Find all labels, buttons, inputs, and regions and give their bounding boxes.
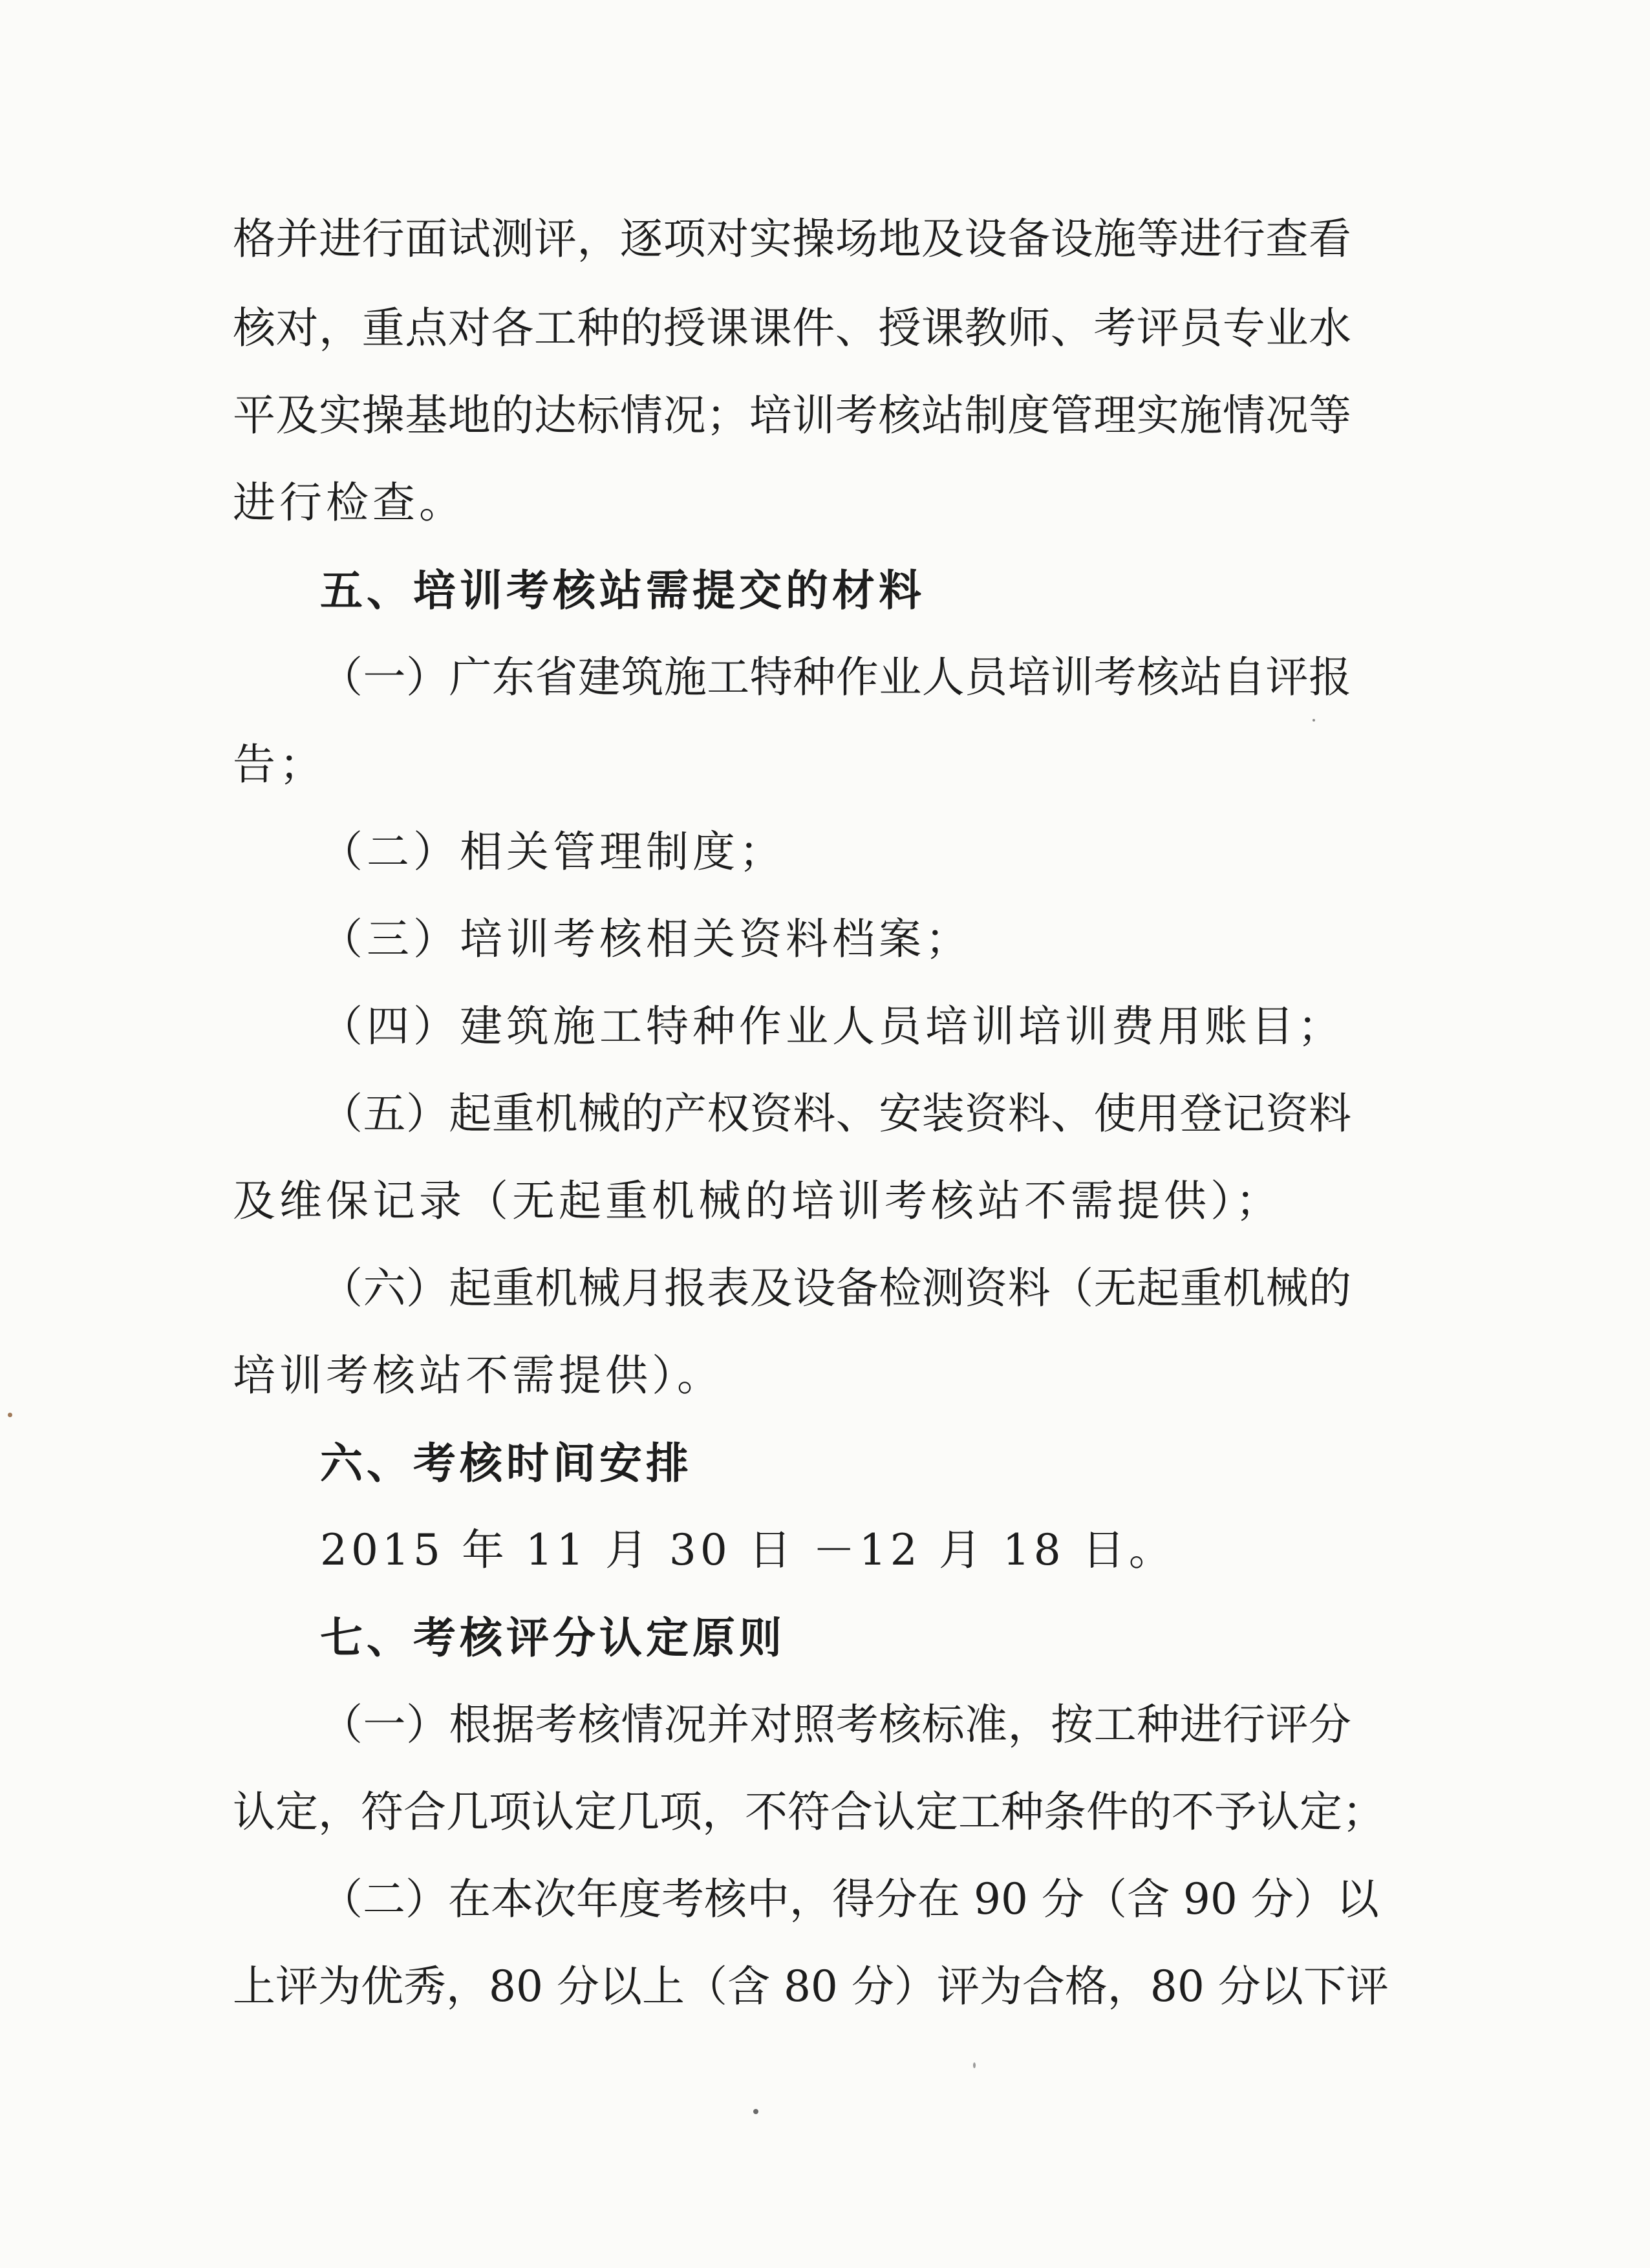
section-heading: 七、考核评分认定原则 <box>320 1612 786 1663</box>
paragraph-line: 及维保记录（无起重机械的培训考核站不需提供）； <box>233 1176 1282 1226</box>
list-item: （二）在本次年度考核中，得分在 90 分（含 90 分）以 <box>320 1874 1379 1924</box>
section-heading: 五、培训考核站需提交的材料 <box>320 565 925 615</box>
scan-speck <box>8 1413 12 1417</box>
scan-speck <box>973 2062 976 2068</box>
list-item: （一）根据考核情况并对照考核标准，按工种进行评分 <box>320 1700 1351 1749</box>
paragraph-line: 进行检查。 <box>233 478 466 528</box>
date-range: 2015 年 11 月 30 日 －12 月 18 日。 <box>320 1525 1175 1575</box>
paragraph-line: 平及实操基地的达标情况；培训考核站制度管理实施情况等 <box>233 390 1351 440</box>
scan-speck <box>1312 719 1315 722</box>
paragraph-line: 认定，符合几项认定几项，不符合认定工种条件的不予认定； <box>233 1787 1385 1837</box>
paragraph-line: 格并进行面试测评，逐项对实操场地及设备设施等进行查看 <box>233 214 1351 264</box>
paragraph-line: 核对，重点对各工种的授课课件、授课教师、考评员专业水 <box>233 303 1351 353</box>
paragraph-line: 上评为优秀，80 分以上（含 80 分）评为合格，80 分以下评 <box>233 1962 1389 2011</box>
paragraph-line: 告； <box>233 740 326 789</box>
scan-speck <box>753 2109 758 2114</box>
list-item: （四）建筑施工特种作业人员培训培训费用账目； <box>320 1001 1344 1051</box>
list-item: （三）培训考核相关资料档案； <box>320 914 972 964</box>
list-item: （二）相关管理制度； <box>320 827 786 877</box>
paragraph-line: 培训考核站不需提供）。 <box>233 1351 723 1400</box>
list-item: （一）广东省建筑施工特种作业人员培训考核站自评报 <box>320 652 1351 702</box>
list-item: （六）起重机械月报表及设备检测资料（无起重机械的 <box>320 1263 1351 1313</box>
section-heading: 六、考核时间安排 <box>320 1438 692 1488</box>
list-item: （五）起重机械的产权资料、安装资料、使用登记资料 <box>320 1089 1351 1139</box>
